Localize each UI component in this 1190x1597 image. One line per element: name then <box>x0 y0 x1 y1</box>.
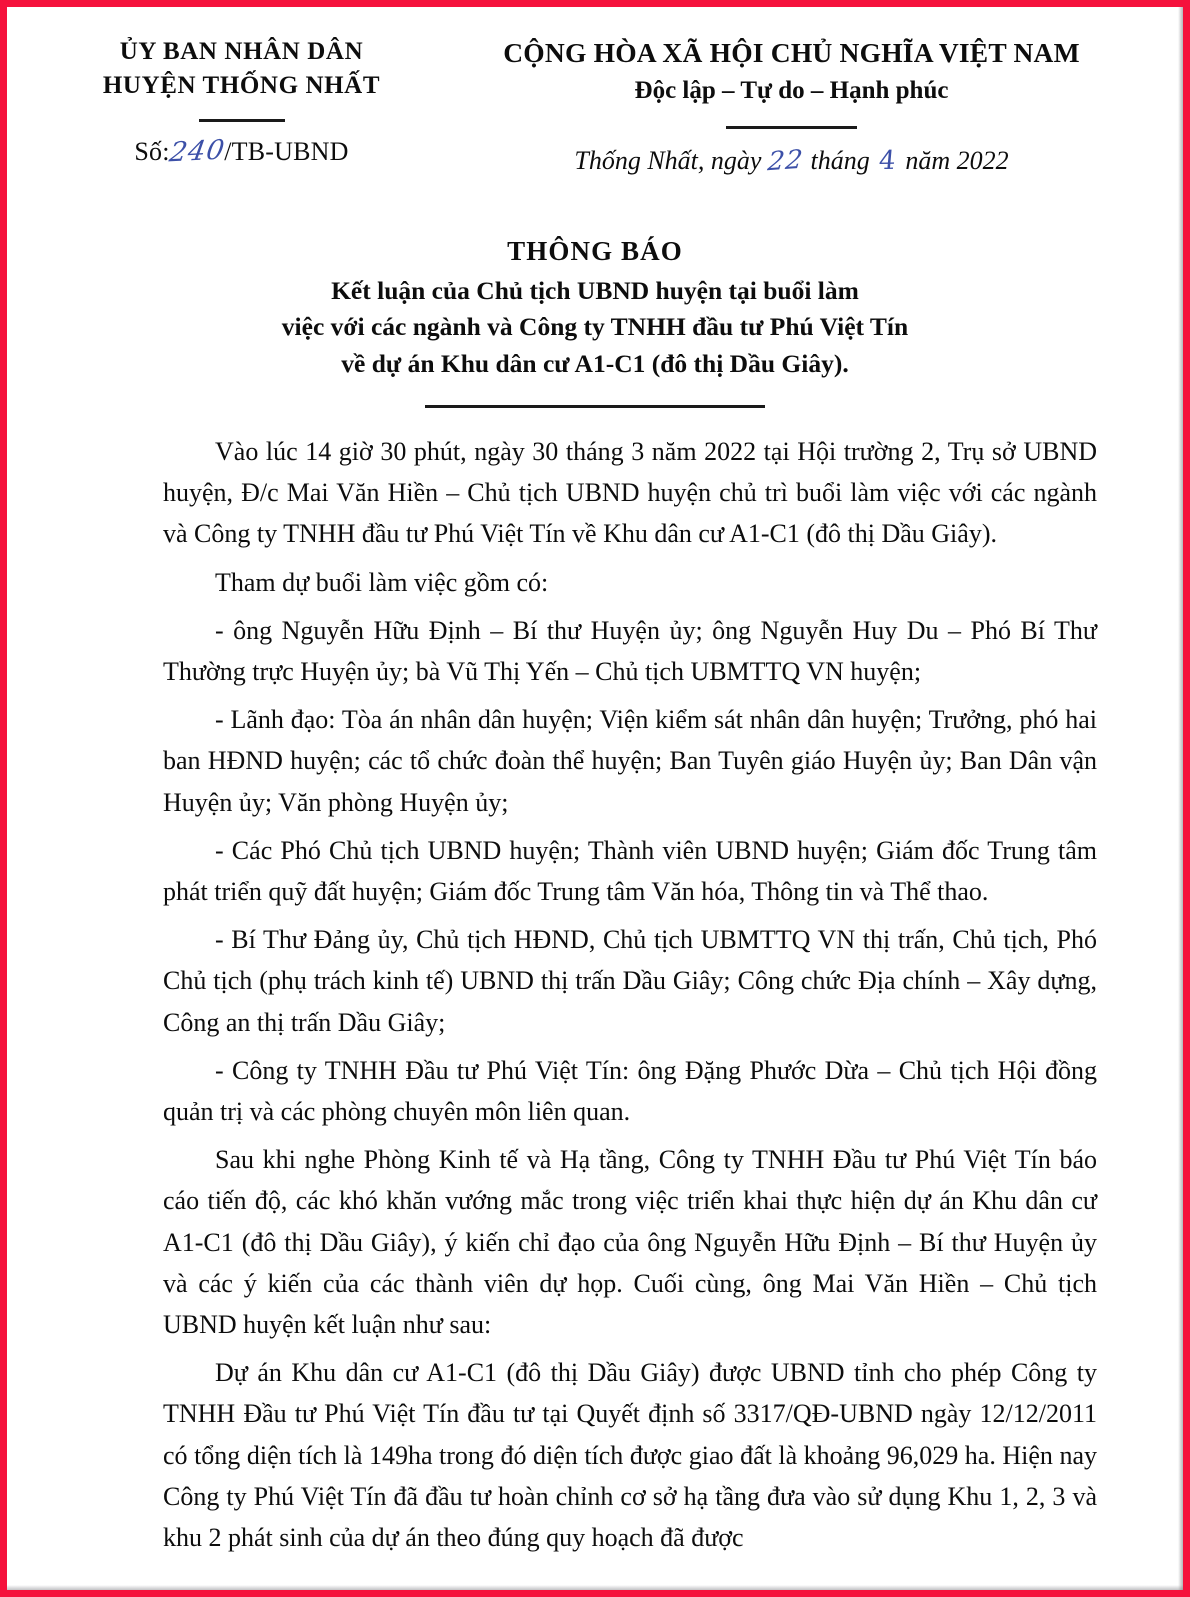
authority-divider-rule <box>199 119 285 122</box>
body-paragraph-project-details: Dự án Khu dân cư A1-C1 (đô thị Dầu Giây) được UBND tỉnh cho phép Công ty TNHH Đầu tư Phú Việt Tín đầu tư tại Quyết định số 3317/QĐ-UBND ngày 12/12/2011 có tổng diện tích là 149ha trong đó diện tích được giao đất là khoảng 96,029 ha. Hiện nay Công ty Phú Việt Tín đã đầu tư hoàn chỉnh cơ sở hạ tầng đưa vào sử dụng Khu 1, 2, 3 và khu 2 phát sinh của dự án theo đúng quy hoạch đã được <box>163 1358 1097 1553</box>
body-paragraph-attendee-agency-leaders: - Lãnh đạo: Tòa án nhân dân huyện; Viện kiểm sát nhân dân huyện; Trưởng, phó hai ban HĐND huyện; các tổ chức đoàn thể huyện; Ban Tuyên giáo Huyện ủy; Ban Dân vận Huyện ủy; Văn phòng Huyện ủy; <box>163 705 1097 817</box>
issuing-authority-block <box>14 35 469 167</box>
document-type-heading: THÔNG BÁO <box>507 236 683 266</box>
body-paragraph-attendee-vice-chairs: - Các Phó Chủ tịch UBND huyện; Thành viên UBND huyện; Giám đốc Trung tâm phát triển quỹ đất huyện; Giám đốc Trung tâm Văn hóa, Thông tin và Thể thao. <box>163 835 1097 907</box>
body-paragraph-attendee-town-officials: - Bí Thư Đảng ủy, Chủ tịch HĐND, Chủ tịch UBMTTQ VN thị trấn, Chủ tịch, Phó Chủ tịch (phụ trách kinh tế) UBND thị trấn Dầu Giây; Công chức Địa chính – Xây dựng, Công an thị trấn Dầu Giây; <box>163 925 1097 1037</box>
subtitle-line-2: việc với các ngành và Công ty TNHH đầu tư Phú Việt Tín <box>281 312 909 342</box>
motto-divider-rule <box>726 126 857 129</box>
date-month-handwritten: 4 <box>877 146 898 177</box>
date-year-label: năm 2022 <box>905 146 1009 176</box>
scanned-sheet <box>7 7 1183 1590</box>
body-paragraph-attendees-intro: Tham dự buổi làm việc gồm có: <box>215 567 549 597</box>
authority-line-2: HUYỆN THỐNG NHẤT <box>102 71 381 99</box>
body-paragraph-attendee-company: - Công ty TNHH Đầu tư Phú Việt Tín: ông Đặng Phước Dừa – Chủ tịch Hội đồng quản trị và các phòng chuyên môn liên quan. <box>163 1055 1097 1127</box>
document-number-line <box>14 136 469 167</box>
document-number-label: Số: <box>134 137 170 166</box>
date-month-label: tháng <box>810 146 870 176</box>
authority-line-1: ỦY BAN NHÂN DÂN <box>119 38 364 65</box>
national-heading-block <box>469 35 1176 176</box>
place-and-date-prefix: Thống Nhất, ngày <box>574 146 762 176</box>
body-paragraph-proceedings: Sau khi nghe Phòng Kinh tế và Hạ tầng, Công ty TNHH Đầu tư Phú Việt Tín báo cáo tiến độ, các khó khăn vướng mắc trong việc triển khai thực hiện dự án Khu dân cư A1-C1 (đô thị Dầu Giây), ý kiến chỉ đạo của ông Nguyễn Hữu Định – Bí thư Huyện ủy và các ý kiến của các thành viên dự họp. Cuối cùng, ông Mai Văn Hiền – Chủ tịch UBND huyện kết luận như sau: <box>163 1145 1097 1340</box>
place-and-date-line <box>469 146 1114 176</box>
national-motto: Độc lập – Tự do – Hạnh phúc <box>634 76 949 104</box>
subtitle-line-1: Kết luận của Chủ tịch UBND huyện tại buổi làm <box>331 275 859 305</box>
document-subtitle <box>14 273 1176 383</box>
document-body <box>163 431 1097 1558</box>
body-paragraph-attendee-party-leaders: - ông Nguyễn Hữu Định – Bí thư Huyện ủy; ông Nguyễn Huy Du – Phó Bí Thư Thường trực Huyện ủy; bà Vũ Thị Yến – Chủ tịch UBMTTQ VN huyện; <box>163 615 1097 687</box>
document-header <box>14 35 1176 176</box>
subtitle-line-3: về dự án Khu dân cư A1-C1 (đô thị Dầu Giây). <box>341 349 849 379</box>
title-block <box>14 235 1176 408</box>
body-paragraph-opening: Vào lúc 14 giờ 30 phút, ngày 30 tháng 3 năm 2022 tại Hội trường 2, Trụ sở UBND huyện, Đ/c Mai Văn Hiền – Chủ tịch UBND huyện chủ trì buổi làm việc với các ngành và Công ty TNHH đầu tư Phú Việt Tín về Khu dân cư A1-C1 (đô thị Dầu Giây). <box>163 437 1097 549</box>
document-number-handwritten: 240 <box>166 134 227 169</box>
title-divider-rule <box>425 405 765 408</box>
document-number-suffix: /TB-UBND <box>224 137 349 166</box>
date-day-handwritten: 22 <box>766 145 806 178</box>
national-title: CỘNG HÒA XÃ HỘI CHỦ NGHĨA VIỆT NAM <box>503 37 1080 68</box>
